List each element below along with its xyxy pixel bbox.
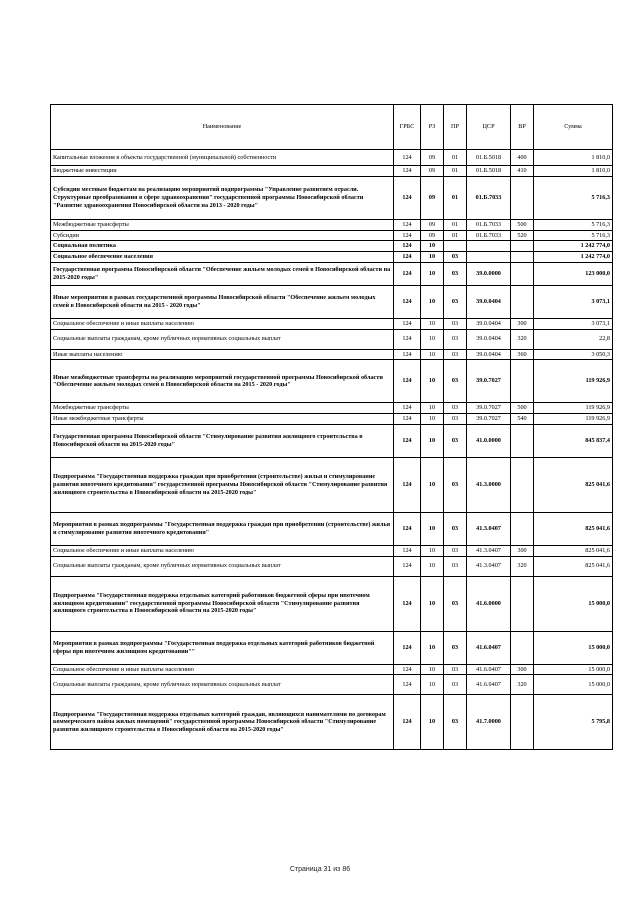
- cell-rz: 10: [421, 695, 444, 750]
- cell-sum: 825 041,6: [534, 545, 613, 556]
- cell-csr: 39.0.0404: [467, 285, 511, 318]
- header-pr: ПР: [444, 105, 467, 150]
- cell-rz: 10: [421, 545, 444, 556]
- table-row: [51, 457, 613, 512]
- cell-csr: 41.6.0407: [467, 631, 511, 664]
- cell-grbs: 124: [394, 631, 421, 664]
- cell-vr: [511, 631, 534, 664]
- cell-csr: 39.0.0000: [467, 262, 511, 285]
- cell-sum: 3 073,1: [534, 285, 613, 318]
- cell-sum: 1 810,0: [534, 166, 613, 177]
- cell-pr: 03: [444, 318, 467, 329]
- cell-pr: 03: [444, 631, 467, 664]
- cell-pr: 03: [444, 329, 467, 349]
- table-body: [51, 150, 613, 750]
- cell-vr: [511, 576, 534, 631]
- cell-csr: 41.0.0000: [467, 424, 511, 457]
- cell-rz: 10: [421, 664, 444, 675]
- cell-vr: [511, 512, 534, 545]
- table-row: [51, 285, 613, 318]
- cell-grbs: 124: [394, 150, 421, 166]
- cell-csr: 41.6.0407: [467, 675, 511, 695]
- cell-pr: 03: [444, 424, 467, 457]
- cell-csr: 39.0.0404: [467, 318, 511, 329]
- cell-name: Межбюджетные трансферты: [51, 403, 394, 414]
- cell-name: Подпрограмма "Государственная поддержка отдельных категорий работников бюджетной сферы при ипотечном жилищном кредитовании" государственной программы Новосибирской области "Стимулирование развития жилищного строительства в Новосибирской области на 2015-2020 годы": [51, 576, 394, 631]
- table-row: [51, 150, 613, 166]
- cell-csr: [467, 241, 511, 252]
- cell-sum: 119 926,9: [534, 403, 613, 414]
- cell-rz: 10: [421, 252, 444, 263]
- cell-csr: 39.0.0404: [467, 349, 511, 360]
- cell-csr: 41.6.0000: [467, 576, 511, 631]
- cell-rz: 10: [421, 675, 444, 695]
- header-vr: ВР: [511, 105, 534, 150]
- cell-rz: 09: [421, 176, 444, 219]
- document-page: [50, 104, 612, 750]
- table-row: [51, 556, 613, 576]
- cell-csr: 41.3.0000: [467, 457, 511, 512]
- cell-grbs: 124: [394, 262, 421, 285]
- cell-rz: 10: [421, 318, 444, 329]
- cell-name: Социальное обеспечение и иные выплаты населению: [51, 664, 394, 675]
- cell-name: Иные межбюджетные трансферты: [51, 414, 394, 425]
- cell-name: Субсидии: [51, 230, 394, 241]
- table-row: [51, 576, 613, 631]
- cell-name: Бюджетные инвестиции: [51, 166, 394, 177]
- cell-rz: 09: [421, 219, 444, 230]
- cell-vr: 300: [511, 664, 534, 675]
- cell-vr: 500: [511, 403, 534, 414]
- cell-sum: 825 041,6: [534, 457, 613, 512]
- cell-rz: 10: [421, 329, 444, 349]
- cell-rz: 10: [421, 576, 444, 631]
- header-name: Наименование: [51, 105, 394, 150]
- cell-rz: 10: [421, 414, 444, 425]
- cell-vr: [511, 252, 534, 263]
- cell-sum: 5 716,3: [534, 176, 613, 219]
- cell-csr: 39.0.7027: [467, 360, 511, 403]
- cell-grbs: 124: [394, 252, 421, 263]
- cell-rz: 09: [421, 230, 444, 241]
- cell-sum: 119 926,9: [534, 414, 613, 425]
- cell-name: Иные выплаты населению: [51, 349, 394, 360]
- cell-name: Межбюджетные трансферты: [51, 219, 394, 230]
- cell-vr: [511, 285, 534, 318]
- cell-rz: 10: [421, 241, 444, 252]
- cell-rz: 10: [421, 262, 444, 285]
- cell-name: Мероприятия в рамках подпрограммы "Государственная поддержка граждан при приобретении (строительстве) жилья и стимулирование развития ипотечного кредитования": [51, 512, 394, 545]
- cell-vr: 320: [511, 675, 534, 695]
- cell-sum: 1 242 774,0: [534, 241, 613, 252]
- cell-csr: 01.Б.7033: [467, 176, 511, 219]
- cell-vr: 360: [511, 349, 534, 360]
- cell-sum: 845 837,4: [534, 424, 613, 457]
- cell-rz: 10: [421, 360, 444, 403]
- cell-grbs: 124: [394, 166, 421, 177]
- table-row: [51, 414, 613, 425]
- table-row: [51, 252, 613, 263]
- cell-csr: 01.Б.7033: [467, 230, 511, 241]
- table-row: [51, 262, 613, 285]
- cell-grbs: 124: [394, 329, 421, 349]
- cell-pr: [444, 241, 467, 252]
- cell-sum: 5 716,3: [534, 219, 613, 230]
- cell-pr: 03: [444, 664, 467, 675]
- cell-name: Иные мероприятия в рамках государственной программы Новосибирской области "Обеспечение жильем молодых семей в Новосибирской области на 2015 - 2020 годы": [51, 285, 394, 318]
- cell-grbs: 124: [394, 241, 421, 252]
- cell-rz: 10: [421, 457, 444, 512]
- cell-name: Социальная политика: [51, 241, 394, 252]
- table-row: [51, 176, 613, 219]
- cell-name: Иные межбюджетные трансферты на реализацию мероприятий государственной программы Новосибирской области "Обеспечение жильем молодых семей в Новосибирской области на 2015 - 2020 годы": [51, 360, 394, 403]
- table-header-row: [51, 105, 613, 150]
- cell-csr: 01.Б.5018: [467, 166, 511, 177]
- table-row: [51, 695, 613, 750]
- cell-csr: 41.7.0000: [467, 695, 511, 750]
- cell-sum: 15 000,0: [534, 664, 613, 675]
- cell-sum: 5 716,3: [534, 230, 613, 241]
- cell-grbs: 124: [394, 424, 421, 457]
- cell-grbs: 124: [394, 512, 421, 545]
- cell-vr: 540: [511, 414, 534, 425]
- cell-pr: 01: [444, 166, 467, 177]
- cell-vr: 520: [511, 230, 534, 241]
- cell-name: Субсидии местным бюджетам на реализацию мероприятий подпрограммы "Управление развитием отрасли. Структурные преобразования в сфере здравоохранения" государственной программы Новосибирской области "Развитие здравоохранения Новосибирской области на 2013 - 2020 годы": [51, 176, 394, 219]
- cell-pr: 03: [444, 403, 467, 414]
- cell-pr: 03: [444, 285, 467, 318]
- cell-csr: 01.Б.7033: [467, 219, 511, 230]
- cell-pr: 03: [444, 512, 467, 545]
- cell-grbs: 124: [394, 285, 421, 318]
- cell-pr: 03: [444, 675, 467, 695]
- page-number: Страница 31 из 86: [289, 866, 351, 873]
- cell-name: Подпрограмма "Государственная поддержка отдельных категорий граждан, являющихся нанимателями по договорам коммерческого найма жилых помещений" государственной программы Новосибирской области "Стимулирование развития жилищного строительства в Новосибирской области на 2015-2020 годы": [51, 695, 394, 750]
- cell-vr: 300: [511, 318, 534, 329]
- cell-vr: [511, 695, 534, 750]
- cell-pr: 03: [444, 695, 467, 750]
- cell-name: Социальное обеспечение населения: [51, 252, 394, 263]
- table-row: [51, 512, 613, 545]
- cell-vr: 500: [511, 219, 534, 230]
- cell-csr: 41.3.0407: [467, 512, 511, 545]
- cell-grbs: 124: [394, 556, 421, 576]
- cell-csr: 41.3.0407: [467, 545, 511, 556]
- cell-vr: 300: [511, 545, 534, 556]
- cell-name: Социальные выплаты гражданам, кроме публичных нормативных социальных выплат: [51, 675, 394, 695]
- cell-rz: 10: [421, 349, 444, 360]
- cell-sum: 123 000,0: [534, 262, 613, 285]
- cell-pr: 03: [444, 349, 467, 360]
- cell-grbs: 124: [394, 360, 421, 403]
- table-row: [51, 349, 613, 360]
- table-row: [51, 403, 613, 414]
- cell-pr: 03: [444, 457, 467, 512]
- cell-rz: 10: [421, 556, 444, 576]
- cell-name: Социальные выплаты гражданам, кроме публичных нормативных социальных выплат: [51, 556, 394, 576]
- cell-pr: 03: [444, 262, 467, 285]
- cell-vr: 320: [511, 329, 534, 349]
- cell-sum: 3 050,3: [534, 349, 613, 360]
- cell-grbs: 124: [394, 414, 421, 425]
- cell-grbs: 124: [394, 176, 421, 219]
- cell-name: Государственная программа Новосибирской области "Обеспечение жильем молодых семей в Новосибирской области на 2015-2020 годы": [51, 262, 394, 285]
- cell-grbs: 124: [394, 318, 421, 329]
- cell-name: Социальные выплаты гражданам, кроме публичных нормативных социальных выплат: [51, 329, 394, 349]
- cell-sum: 119 926,9: [534, 360, 613, 403]
- table-row: [51, 166, 613, 177]
- cell-sum: 1 810,0: [534, 150, 613, 166]
- cell-vr: [511, 241, 534, 252]
- cell-rz: 09: [421, 150, 444, 166]
- cell-pr: 03: [444, 360, 467, 403]
- cell-sum: 5 795,8: [534, 695, 613, 750]
- cell-csr: 41.3.0407: [467, 556, 511, 576]
- cell-name: Социальное обеспечение и иные выплаты населению: [51, 545, 394, 556]
- cell-vr: [511, 176, 534, 219]
- cell-grbs: 124: [394, 545, 421, 556]
- cell-grbs: 124: [394, 675, 421, 695]
- cell-name: Социальное обеспечение и иные выплаты населению: [51, 318, 394, 329]
- cell-csr: 39.0.7027: [467, 414, 511, 425]
- cell-sum: 15 000,0: [534, 576, 613, 631]
- cell-vr: [511, 424, 534, 457]
- table-row: [51, 329, 613, 349]
- cell-csr: [467, 252, 511, 263]
- header-grbs: ГРБС: [394, 105, 421, 150]
- cell-name: Подпрограмма "Государственная поддержка граждан при приобретении (строительстве) жилья и стимулирование развития ипотечного кредитования" государственной программы Новосибирской области "Стимулирование развития жилищного строительства в Новосибирской области на 2015-2020 годы": [51, 457, 394, 512]
- cell-vr: [511, 457, 534, 512]
- cell-pr: 03: [444, 576, 467, 631]
- cell-vr: [511, 262, 534, 285]
- cell-grbs: 124: [394, 695, 421, 750]
- cell-csr: 01.Б.5018: [467, 150, 511, 166]
- cell-rz: 10: [421, 285, 444, 318]
- cell-sum: 22,8: [534, 329, 613, 349]
- table-row: [51, 360, 613, 403]
- cell-sum: 15 000,0: [534, 631, 613, 664]
- cell-grbs: 124: [394, 457, 421, 512]
- cell-rz: 10: [421, 512, 444, 545]
- cell-pr: 01: [444, 219, 467, 230]
- cell-pr: 01: [444, 230, 467, 241]
- cell-rz: 10: [421, 424, 444, 457]
- cell-name: Капитальные вложения в объекты государственной (муниципальной) собственности: [51, 150, 394, 166]
- cell-grbs: 124: [394, 219, 421, 230]
- cell-csr: 41.6.0407: [467, 664, 511, 675]
- table-row: [51, 545, 613, 556]
- cell-pr: 03: [444, 414, 467, 425]
- cell-grbs: 124: [394, 349, 421, 360]
- cell-pr: 01: [444, 176, 467, 219]
- cell-name: Государственная программа Новосибирской области "Стимулирование развития жилищного строительства в Новосибирской области на 2015-2020 годы": [51, 424, 394, 457]
- cell-sum: 1 242 774,0: [534, 252, 613, 263]
- table-row: [51, 318, 613, 329]
- header-csr: ЦСР: [467, 105, 511, 150]
- cell-sum: 825 041,6: [534, 512, 613, 545]
- cell-grbs: 124: [394, 230, 421, 241]
- cell-pr: 03: [444, 252, 467, 263]
- table-row: [51, 241, 613, 252]
- cell-vr: 410: [511, 166, 534, 177]
- cell-grbs: 124: [394, 576, 421, 631]
- table-row: [51, 424, 613, 457]
- cell-rz: 10: [421, 631, 444, 664]
- table-row: [51, 664, 613, 675]
- cell-grbs: 124: [394, 664, 421, 675]
- cell-sum: 15 000,0: [534, 675, 613, 695]
- cell-rz: 09: [421, 166, 444, 177]
- table-row: [51, 631, 613, 664]
- header-rz: РЗ: [421, 105, 444, 150]
- cell-grbs: 124: [394, 403, 421, 414]
- table-row: [51, 675, 613, 695]
- cell-pr: 03: [444, 545, 467, 556]
- cell-csr: 39.0.7027: [467, 403, 511, 414]
- cell-rz: 10: [421, 403, 444, 414]
- cell-sum: 825 041,6: [534, 556, 613, 576]
- cell-pr: 01: [444, 150, 467, 166]
- table-row: [51, 230, 613, 241]
- cell-sum: 3 073,1: [534, 318, 613, 329]
- cell-vr: 400: [511, 150, 534, 166]
- table-row: [51, 219, 613, 230]
- cell-vr: 320: [511, 556, 534, 576]
- budget-table: [50, 104, 613, 750]
- cell-pr: 03: [444, 556, 467, 576]
- cell-vr: [511, 360, 534, 403]
- cell-csr: 39.0.0404: [467, 329, 511, 349]
- header-sum: Сумма: [534, 105, 613, 150]
- cell-name: Мероприятия в рамках подпрограммы "Государственная поддержка отдельных категорий работников бюджетной сферы при ипотечном жилищном кредитовании"": [51, 631, 394, 664]
